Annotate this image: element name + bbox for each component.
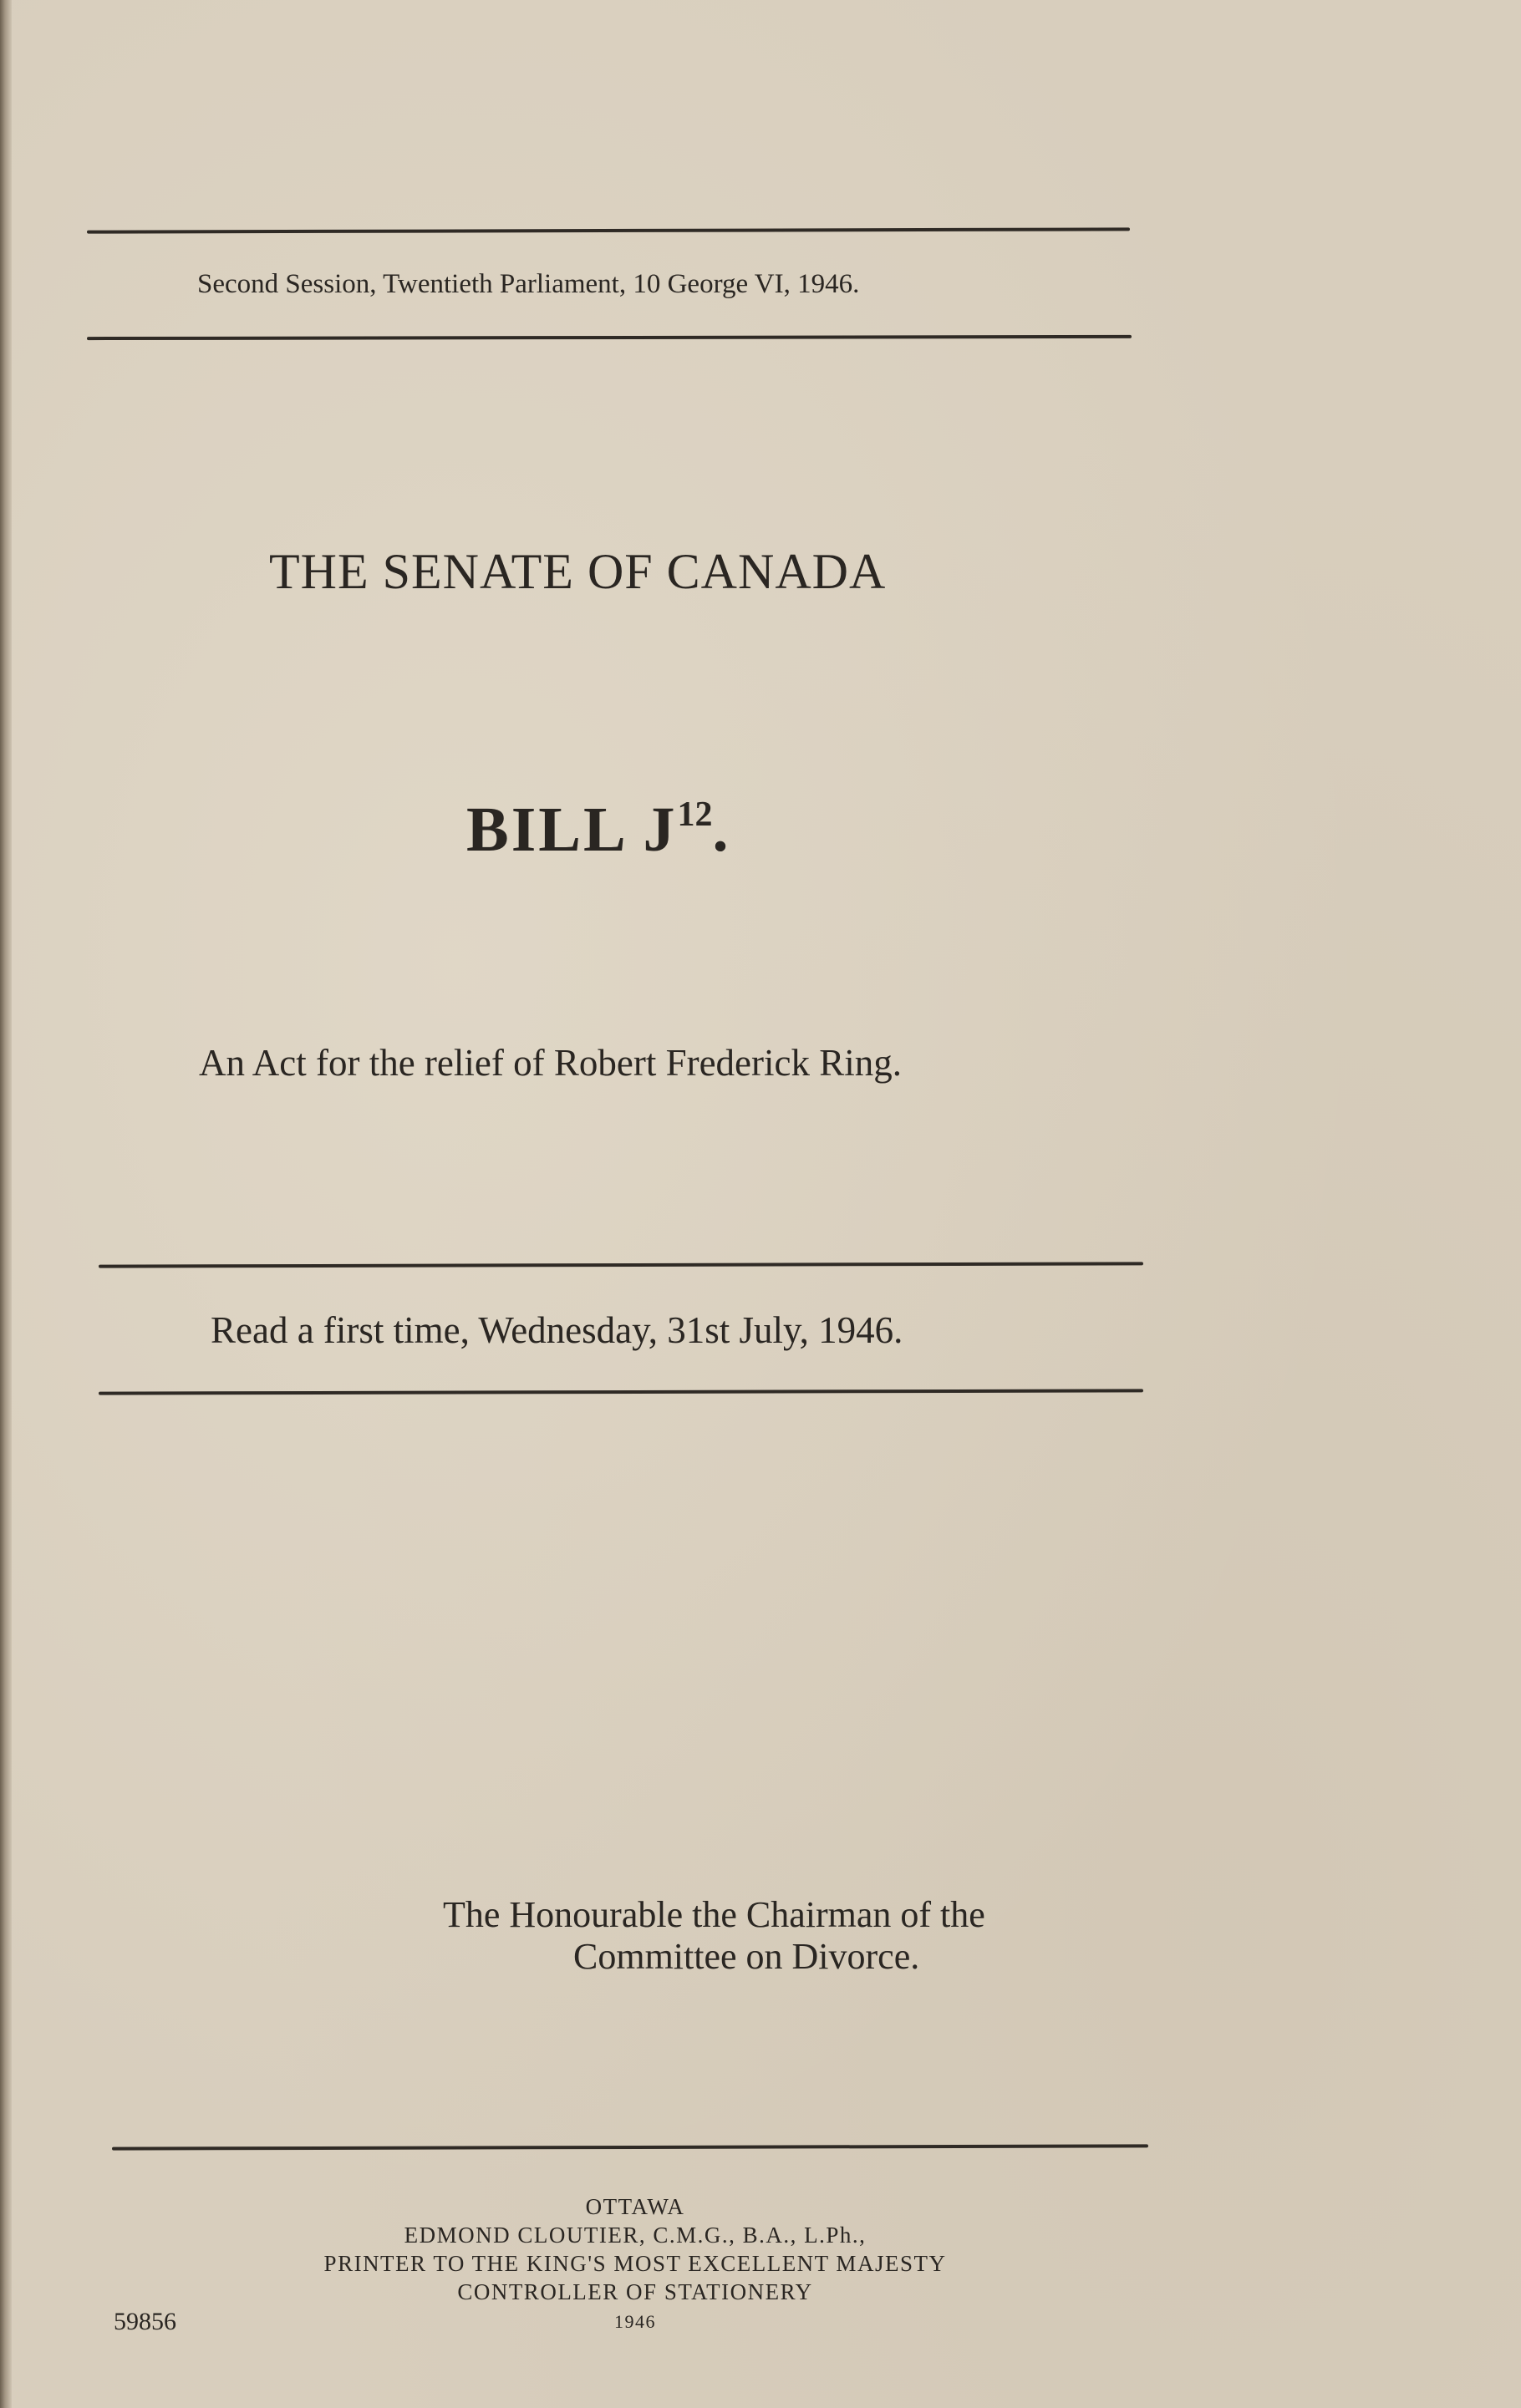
- reading-top-rule: [99, 1262, 1143, 1268]
- imprint-office: CONTROLLER OF STATIONERY: [457, 2279, 813, 2304]
- sponsor-line-2: Committee on Divorce.: [573, 1936, 920, 1977]
- bill-suffix: .: [712, 795, 731, 865]
- imprint-city: OTTAWA: [585, 2194, 685, 2219]
- header-top-rule: [87, 227, 1130, 233]
- session-line: Second Session, Twentieth Parliament, 10 George VI, 1946.: [197, 269, 860, 299]
- reading-bottom-rule: [99, 1389, 1143, 1395]
- page-binding-edge: [0, 0, 12, 2408]
- imprint-role: PRINTER TO THE KING'S MOST EXCELLENT MAJESTY: [323, 2251, 947, 2276]
- header-bottom-rule: [87, 335, 1132, 340]
- reading-line: Read a first time, Wednesday, 31st July, 1946.: [211, 1309, 903, 1351]
- sponsor-line-1: The Honourable the Chairman of the: [443, 1894, 985, 1935]
- bill-prefix: BILL J: [466, 795, 678, 865]
- imprint-rule: [112, 2144, 1148, 2150]
- house-title: THE SENATE OF CANADA: [269, 544, 887, 599]
- act-description: An Act for the relief of Robert Frederick Ring.: [199, 1042, 903, 1084]
- document-number: 59856: [114, 2308, 176, 2335]
- imprint-printer: EDMOND CLOUTIER, C.M.G., B.A., L.Ph.,: [404, 2223, 867, 2248]
- bill-number: [466, 794, 730, 866]
- imprint-year: 1946: [614, 2311, 656, 2332]
- bill-superscript: 12: [677, 795, 713, 834]
